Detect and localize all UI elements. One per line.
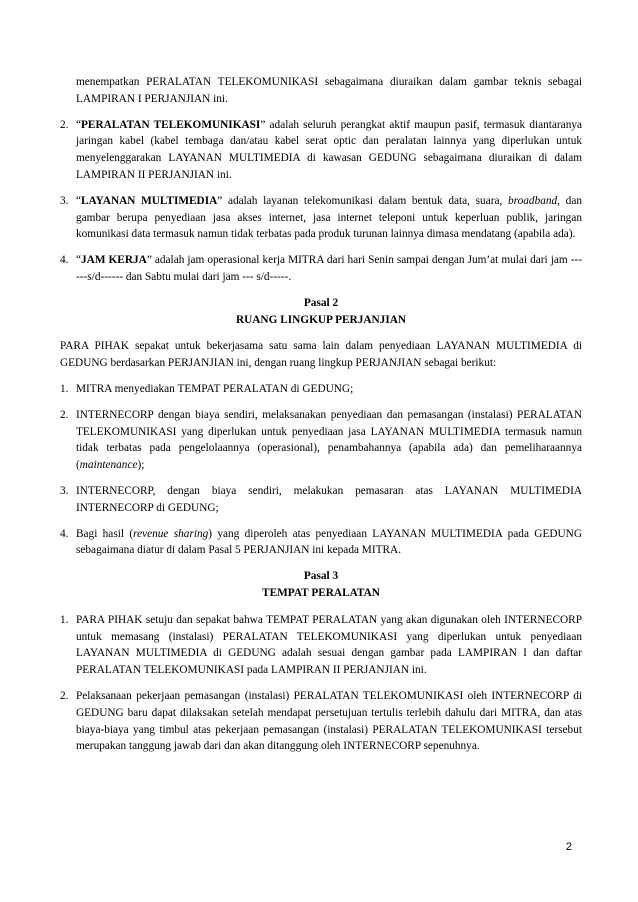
pasal-number: Pasal 3 (303, 570, 339, 583)
continued-paragraph: menempatkan PERALATAN TELEKOMUNIKASI sebagaimana diuraikan dalam gambar teknis sebagai LAMPIRAN I PERJANJIAN ini. (76, 76, 582, 105)
list-item (60, 407, 582, 474)
item-text: PARA PIHAK setuju dan sepakat bahwa TEMPAT PERALATAN yang akan digunakan oleh INTERNECORP untuk memasang (instalasi) PERALATAN TELEKOMUNIKASI yang diperlukan untuk penyediaan LAYANAN MULTIMEDIA di GEDUNG adalah sesuai dengan gambar pada LAMPIRAN I dan daftar PERALATAN TELEKOMUNIKASI pada LAMPIRAN II PERJANJIAN ini. (76, 613, 582, 677)
item-number: 4. (60, 254, 69, 267)
list-item (60, 612, 582, 679)
document-body (60, 74, 582, 764)
item-text: “LAYANAN MULTIMEDIA” adalah layanan telekomunikasi dalam bentuk data, suara, broadband, dan gambar berupa penyediaan jasa akses internet, jasa internet teleponi untuk keperluan publik, jaringan komunikasi data termasuk namun tidak terbatas pada produk turunan lainnya dimasa mendatang (apabila ada). (76, 194, 582, 241)
pasal-title: TEMPAT PERALATAN (262, 586, 380, 599)
italic-term: revenue sharing (133, 527, 209, 540)
item-number: 1. (60, 382, 69, 395)
defined-term: JAM KERJA (81, 254, 147, 267)
item-text: “JAM KERJA” adalah jam operasional kerja MITRA dari hari Senin sampai dengan Jum’at mulai dari jam ------s/d------ dan Sabtu mulai dari jam --- s/d-----. (76, 254, 582, 283)
list-item (60, 483, 582, 517)
italic-term: maintenance (79, 459, 138, 472)
item-text: INTERNECORP, dengan biaya sendiri, melakukan pemasaran atas LAYANAN MULTIMEDIA INTERNECORP di GEDUNG; (76, 484, 582, 514)
item-number: 2. (60, 118, 69, 131)
defined-term: PERALATAN TELEKOMUNIKASI (81, 118, 261, 131)
italic-term: broadband (508, 194, 558, 207)
pasal-title: RUANG LINGKUP PERJANJIAN (235, 313, 407, 326)
list-item (60, 381, 582, 398)
item-text: Pelaksanaan pekerjaan pemasangan (instalasi) PERALATAN TELEKOMUNIKASI oleh INTERNECORP di GEDUNG baru dapat dilaksakan setelah mendapat persetujuan tertulis terlebih dahulu dari MITRA, dan atas biaya-biaya yang timbul atas pekerjaan pemasangan (instalasi) PERALATAN TELEKOMUNIKASI tersebut merupakan tanggung jawab dari dan akan ditanggung oleh INTERNECORP sepenuhnya. (76, 689, 582, 753)
pasal-number: Pasal 2 (303, 296, 339, 309)
item-number: 3. (60, 484, 69, 497)
item-number: 4. (60, 527, 69, 540)
item-text: Bagi hasil (revenue sharing) yang diperoleh atas penyediaan LAYANAN MULTIMEDIA pada GEDUNG sebagaimana diatur di dalam Pasal 5 PERJANJIAN ini kepada MITRA. (76, 527, 582, 557)
page-number: 2 (565, 841, 572, 853)
item-text: “PERALATAN TELEKOMUNIKASI” adalah seluruh perangkat aktif maupun pasif, termasuk diantaranya jaringan kabel (kabel tembaga dan/atau kabel serat optic dan peralatan lainnya yang diperlukan untuk menyelenggarakan LAYANAN MULTIMEDIA di kawasan GEDUNG sebagaimana diuraikan di dalam LAMPIRAN II PERJANJIAN ini. (76, 118, 583, 181)
item-number: 1. (60, 613, 69, 626)
item-text: INTERNECORP dengan biaya sendiri, melaksanakan penyediaan dan pemasangan (instalasi) PERALATAN TELEKOMUNIKASI yang diperlukan untuk penyediaan jasa LAYANAN MULTIMEDIA termasuk namun tidak terbatas pada pengelolaannya (operasional), penambahannya (apabila ada) dan pemeliharaannya (maintenance); (76, 408, 582, 472)
item-text: MITRA menyediakan TEMPAT PERALATAN di GEDUNG; (76, 382, 354, 395)
definition-item (60, 193, 582, 243)
intro-paragraph: PARA PIHAK sepakat untuk bekerjasama satu sama lain dalam penyediaan LAYANAN MULTIMEDIA di GEDUNG berdasarkan PERJANJIAN ini, dengan ruang lingkup PERJANJIAN sebagai berikut: (60, 340, 582, 370)
list-item (60, 526, 582, 560)
definition-item (60, 252, 582, 286)
definition-item (60, 117, 582, 184)
item-number: 2. (60, 689, 69, 702)
defined-term: LAYANAN MULTIMEDIA (81, 194, 218, 207)
item-number: 3. (60, 194, 69, 207)
item-number: 2. (60, 408, 69, 421)
list-item (60, 688, 582, 755)
